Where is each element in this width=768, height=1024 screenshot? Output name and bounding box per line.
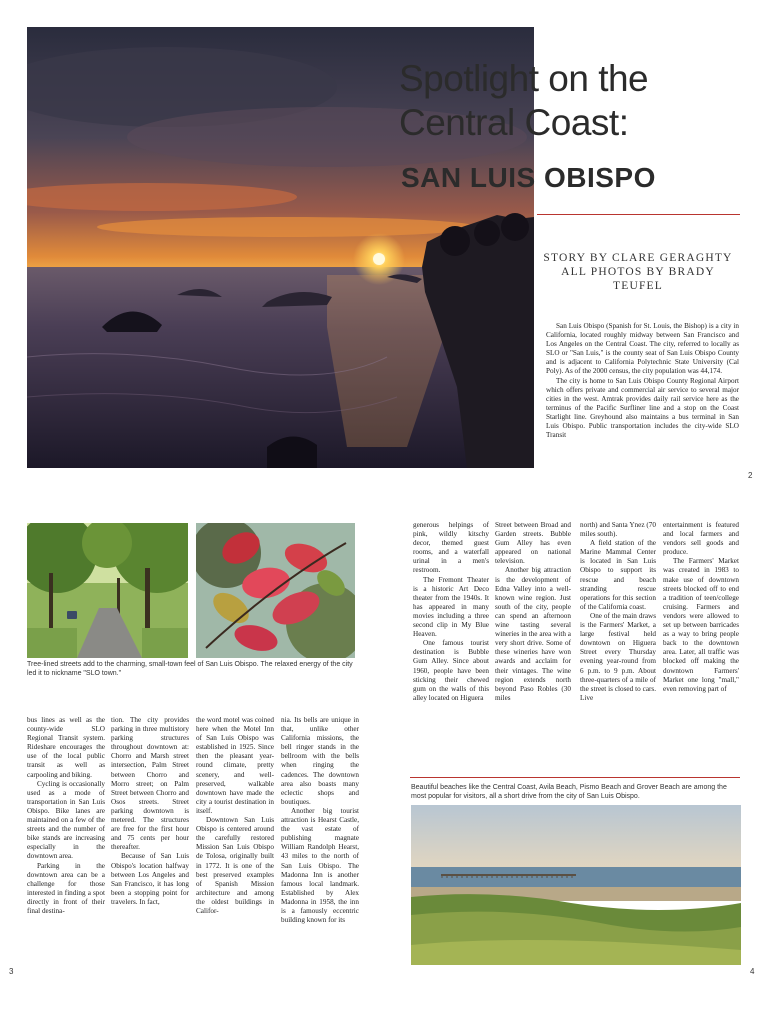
body-paragraph: generous helpings of pink, wildly kitschy decor, themed guest rooms, and a waterfall urinal in a men's restroom. bbox=[413, 521, 489, 575]
caption-divider bbox=[410, 777, 740, 778]
page-number-top: 2 bbox=[748, 471, 753, 480]
page-number-left: 3 bbox=[9, 967, 14, 976]
article-title bbox=[399, 57, 739, 145]
title-line-1: Spotlight on the bbox=[399, 58, 649, 99]
story-credit: STORY BY CLARE GERAGHTY bbox=[543, 252, 733, 264]
body-paragraph: Parking in the downtown area can be a challenge for those interested in finding a spot directly in front of their final destina- bbox=[27, 861, 105, 915]
body-paragraph: The Farmers' Market was created in 1983 to make use of downtown streets blocked off to end a tradition of teen/college cruising. Farmers and vendors were allowed to set up between barricades as a way to bring people back to the downtown area. Later, all traffic was blocked off making the downtown Farmers' Market one long "mall," even removing part of bbox=[663, 557, 739, 693]
beach-photo bbox=[411, 805, 741, 965]
body-paragraph: Because of San Luis Obispo's location halfway between Los Angeles and San Francisco, it has long been a stopping point for travelers. In fact, bbox=[111, 852, 189, 906]
caption-left: Tree-lined streets add to the charming, small-town feel of San Luis Obispo. The relaxed energy of the city led it to nickname "SLO town." bbox=[27, 661, 353, 677]
body-paragraph: Another big tourist attraction is Hearst Castle, the vast estate of publishing magnate William Randolph Hearst, 43 miles to the north of San Luis Obispo. The Madonna Inn is another famous local landmark. Established by Alex Madonna in 1958, the inn is a famously eccentric building known for its bbox=[281, 806, 359, 925]
leaves-photo bbox=[196, 523, 355, 658]
text-column-8 bbox=[663, 521, 739, 694]
text-column-5 bbox=[413, 521, 489, 703]
body-paragraph: Cycling is occasionally used as a mode of transportation in San Luis Obispo. Bike lanes are maintained on a few of the streets and the number of bike stands are increasing especially in the downtown area. bbox=[27, 779, 105, 861]
body-paragraph: A field station of the Marine Mammal Center is located in San Luis Obispo to support its rescue and beach stranding rescue operations for this section of the California coast. bbox=[580, 539, 656, 611]
credits bbox=[540, 251, 736, 293]
body-paragraph: One of the main draws is the Farmers' Market, a large festival held downtown on Higuera Street every Thursday evening year-round from 6 p.m. to 9 p.m. About three-quarters of a mile of the street is closed to cars. Live bbox=[580, 611, 656, 702]
body-paragraph: One famous tourist destination is Bubble Gum Alley. Since about 1960, people have been sticking their chewed gum on the walls of this alley located on Higuera bbox=[413, 639, 489, 702]
text-column-1 bbox=[27, 716, 105, 916]
title-line-2: Central Coast: bbox=[399, 102, 629, 143]
page-number-right: 4 bbox=[750, 967, 755, 976]
text-column-6 bbox=[495, 521, 571, 703]
body-paragraph: nia. Its bells are unique in that, unlike other California missions, the bell ringer stands in the bellroom with the bells when ringing the cadences. The downtown area also boasts many eclectic shops and boutiques. bbox=[281, 716, 359, 806]
intro-paragraph: The city is home to San Luis Obispo County Regional Airport which offers private and commercial air service to several major cities in the west. Amtrak provides daily rail service here as the terminus of the Pacific Surfliner line and a stop on the Coast Starlight line. Greyhound also maintains a bus terminal in San Luis Obispo. Public transportation includes the city-wide SLO Transit bbox=[546, 376, 739, 440]
body-paragraph: The Fremont Theater is a historic Art Deco theater from the 1940s. It has appeared in many movies including a three second clip in My Blue Heaven. bbox=[413, 575, 489, 639]
body-paragraph: the word motel was coined here when the Motel Inn of San Luis Obispo was established in 1925. Since then the pleasant year-round climate, pretty scenery, and well-preserved, walkable downtown have made the city a tourist destination in itself. bbox=[196, 716, 274, 815]
text-column-4 bbox=[281, 716, 359, 925]
article-subtitle: SAN LUIS OBISPO bbox=[401, 162, 656, 193]
text-column-3 bbox=[196, 716, 274, 916]
tree-lined-street-photo bbox=[27, 523, 188, 658]
title-divider bbox=[537, 214, 740, 215]
body-paragraph: Another big attraction is the development of Edna Valley into a well-known wine region. Just south of the city, people can spend an afternoon wine tasting several wineries in the area with a very short drive. Some of these wineries have won awards and acclaim for their vintages. The wine region extends north beyond Paso Robles (30 miles bbox=[495, 566, 571, 702]
body-paragraph: entertainment is featured and local farmers and vendors sell goods and produce. bbox=[663, 521, 739, 557]
caption-right: Beautiful beaches like the Central Coast, Avila Beach, Pismo Beach and Grover Beach are among the most popular for visitors, all a short drive from the city of San Luis Obispo. bbox=[411, 784, 727, 800]
photo-credit: ALL PHOTOS BY BRADY TEUFEL bbox=[561, 266, 715, 292]
body-paragraph: north) and Santa Ynez (70 miles south). bbox=[580, 521, 656, 539]
body-paragraph: tion. The city provides parking in three multistory parking structures throughout downtown at: Chorro and Marsh street intersection, Palm Street between Chorro and Morro street; on Palm Street between Chorro and Osos streets. Street parking downtown is metered. The structures are free for the first hour and 75 cents per hour thereafter. bbox=[111, 716, 189, 852]
body-paragraph: bus lines as well as the county-wide SLO Regional Transit system. Rideshare encourages the use of the local public transit as well as carpooling and biking. bbox=[27, 716, 105, 779]
body-paragraph: Downtown San Luis Obispo is centered around the carefully restored Mission San Luis Obispo de Tolosa, originally built in 1772. It is one of the best preserved examples of Spanish Mission architecture and among the oldest buildings in Califor- bbox=[196, 816, 274, 915]
intro-paragraph: San Luis Obispo (Spanish for St. Louis, the Bishop) is a city in California, located roughly midway between San Francisco and Los Angeles on the Central Coast. The city, referred to locally as SLO or "San Luis," is the county seat of San Luis Obispo County and is adjacent to California Polytechnic State University (Cal Poly). As of the 2000 census, the city population was 44,174. bbox=[546, 322, 739, 376]
body-paragraph: Street between Broad and Garden streets. Bubble Gum Alley has even appeared on national television. bbox=[495, 521, 571, 566]
text-column-7 bbox=[580, 521, 656, 703]
text-column-2 bbox=[111, 716, 189, 907]
intro-text bbox=[546, 322, 739, 440]
